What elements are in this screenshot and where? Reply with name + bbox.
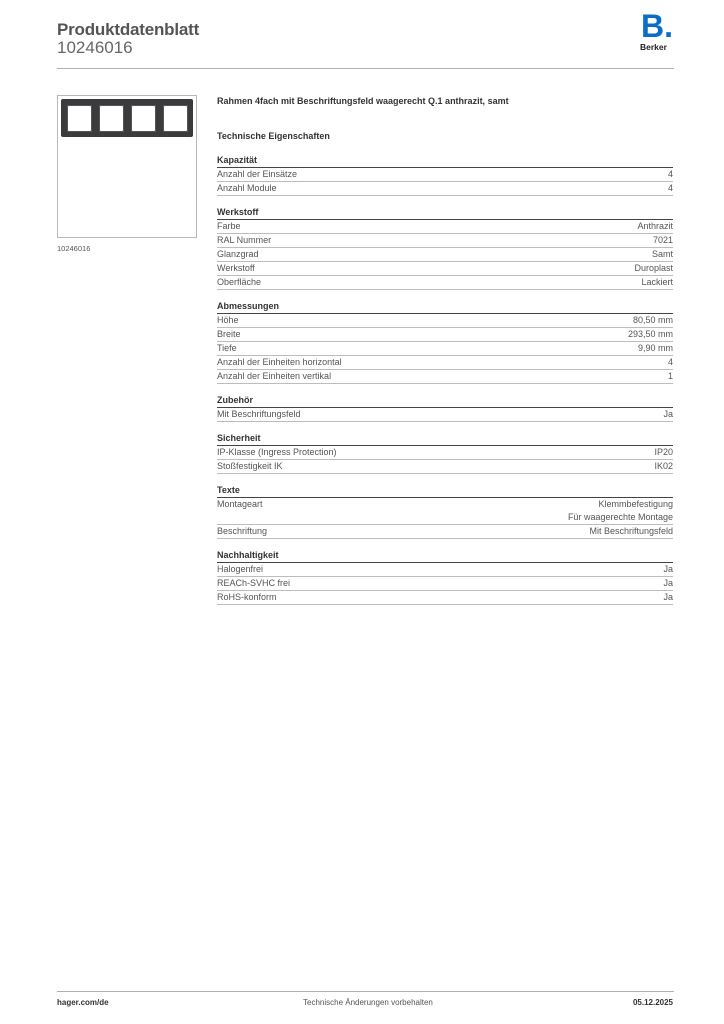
spec-value-line: 4 bbox=[667, 169, 673, 179]
frame-opening bbox=[99, 105, 124, 132]
frame-illustration bbox=[61, 99, 193, 137]
spec-value-line: Mit Beschriftungsfeld bbox=[589, 526, 673, 536]
spec-row bbox=[217, 498, 673, 525]
spec-label: Beschriftung bbox=[217, 526, 268, 536]
spec-row bbox=[217, 220, 673, 234]
spec-groups bbox=[217, 154, 673, 605]
spec-label: IP-Klasse (Ingress Protection) bbox=[217, 447, 337, 457]
spec-label: RoHS-konform bbox=[217, 592, 277, 602]
spec-value bbox=[628, 328, 673, 341]
spec-value-line: Ja bbox=[663, 578, 673, 588]
spec-value bbox=[663, 591, 673, 604]
spec-row bbox=[217, 168, 673, 182]
spec-value bbox=[663, 577, 673, 590]
header-divider bbox=[57, 68, 674, 69]
logo-mark: B. bbox=[641, 8, 673, 44]
spec-label: Oberfläche bbox=[217, 277, 262, 287]
spec-row bbox=[217, 525, 673, 539]
spec-group bbox=[217, 300, 673, 384]
spec-row bbox=[217, 591, 673, 605]
berker-logo bbox=[640, 8, 674, 56]
logo-wordmark: Berker bbox=[640, 42, 667, 52]
spec-value-line: 7021 bbox=[652, 235, 673, 245]
spec-value-line: 1 bbox=[667, 371, 673, 381]
spec-value bbox=[654, 446, 673, 459]
spec-group bbox=[217, 549, 673, 605]
spec-value bbox=[668, 168, 673, 181]
footer-notice: Technische Änderungen vorbehalten bbox=[303, 998, 433, 1007]
frame-opening bbox=[67, 105, 92, 132]
spec-value-line: Ja bbox=[663, 409, 673, 419]
spec-value-line: 4 bbox=[667, 357, 673, 367]
spec-row bbox=[217, 182, 673, 196]
spec-row bbox=[217, 446, 673, 460]
article-number: 10246016 bbox=[57, 38, 133, 57]
spec-value bbox=[668, 356, 673, 369]
spec-label: Anzahl der Einheiten vertikal bbox=[217, 371, 332, 381]
spec-value bbox=[654, 460, 673, 473]
spec-value-line: 9,90 mm bbox=[637, 343, 673, 353]
spec-value-line: 4 bbox=[667, 183, 673, 193]
spec-label: Glanzgrad bbox=[217, 249, 259, 259]
spec-row bbox=[217, 356, 673, 370]
spec-row bbox=[217, 328, 673, 342]
spec-value bbox=[637, 220, 673, 233]
product-image bbox=[57, 95, 197, 238]
spec-label: Halogenfrei bbox=[217, 564, 264, 574]
page-title: Produktdatenblatt bbox=[57, 20, 200, 39]
spec-value-line: 80,50 mm bbox=[632, 315, 673, 325]
spec-row bbox=[217, 234, 673, 248]
spec-value bbox=[633, 314, 673, 327]
spec-value-line: Anthrazit bbox=[637, 221, 673, 231]
spec-value-line: IP20 bbox=[654, 447, 673, 457]
spec-value-line: Für waagerechte Montage bbox=[567, 512, 673, 522]
spec-label: Mit Beschriftungsfeld bbox=[217, 409, 301, 419]
footer-divider bbox=[57, 991, 674, 992]
frame-opening bbox=[163, 105, 188, 132]
spec-group-title: Zubehör bbox=[217, 394, 673, 408]
product-name: Rahmen 4fach mit Beschriftungsfeld waagerecht Q.1 anthrazit, samt bbox=[217, 96, 509, 106]
spec-label: RAL Nummer bbox=[217, 235, 272, 245]
spec-label: Tiefe bbox=[217, 343, 237, 353]
spec-value bbox=[638, 342, 673, 355]
spec-value-line: Samt bbox=[651, 249, 673, 259]
spec-value-line: Ja bbox=[663, 592, 673, 602]
spec-row bbox=[217, 342, 673, 356]
spec-label: Anzahl der Einheiten horizontal bbox=[217, 357, 342, 367]
spec-value-line: IK02 bbox=[654, 461, 673, 471]
spec-group-title: Werkstoff bbox=[217, 206, 673, 220]
spec-row bbox=[217, 577, 673, 591]
spec-value bbox=[663, 563, 673, 576]
spec-row bbox=[217, 276, 673, 290]
spec-value bbox=[653, 234, 673, 247]
spec-group bbox=[217, 206, 673, 290]
spec-row bbox=[217, 563, 673, 577]
image-caption: 10246016 bbox=[57, 244, 91, 253]
spec-value bbox=[668, 182, 673, 195]
spec-group-title: Texte bbox=[217, 484, 673, 498]
spec-row bbox=[217, 408, 673, 422]
spec-label: Farbe bbox=[217, 221, 241, 231]
spec-group bbox=[217, 484, 673, 539]
spec-label: Montageart bbox=[217, 499, 263, 509]
spec-value bbox=[668, 370, 673, 383]
frame-opening bbox=[131, 105, 156, 132]
spec-value-line: Duroplast bbox=[634, 263, 673, 273]
spec-label: Breite bbox=[217, 329, 241, 339]
spec-value bbox=[663, 408, 673, 421]
spec-label: Höhe bbox=[217, 315, 239, 325]
spec-group bbox=[217, 394, 673, 422]
section-heading: Technische Eigenschaften bbox=[217, 131, 330, 141]
spec-row bbox=[217, 460, 673, 474]
spec-label: Werkstoff bbox=[217, 263, 255, 273]
footer-website[interactable]: hager.com/de bbox=[57, 998, 109, 1007]
spec-value-line: Ja bbox=[663, 564, 673, 574]
spec-group-title: Sicherheit bbox=[217, 432, 673, 446]
spec-group-title: Abmessungen bbox=[217, 300, 673, 314]
spec-value-line: Klemmbefestigung bbox=[598, 499, 673, 509]
spec-row bbox=[217, 248, 673, 262]
spec-value bbox=[589, 525, 673, 538]
spec-value bbox=[652, 248, 673, 261]
spec-label: Stoßfestigkeit IK bbox=[217, 461, 283, 471]
spec-label: Anzahl der Einsätze bbox=[217, 169, 298, 179]
spec-value-line: Lackiert bbox=[641, 277, 673, 287]
spec-label: Anzahl Module bbox=[217, 183, 277, 193]
spec-value bbox=[568, 498, 673, 524]
spec-row bbox=[217, 262, 673, 276]
spec-group-title: Nachhaltigkeit bbox=[217, 549, 673, 563]
spec-value-line: 293,50 mm bbox=[627, 329, 673, 339]
spec-group-title: Kapazität bbox=[217, 154, 673, 168]
spec-group bbox=[217, 154, 673, 196]
spec-value bbox=[634, 262, 673, 275]
spec-row bbox=[217, 370, 673, 384]
spec-value bbox=[641, 276, 673, 289]
spec-group bbox=[217, 432, 673, 474]
spec-row bbox=[217, 314, 673, 328]
spec-label: REACh-SVHC frei bbox=[217, 578, 291, 588]
footer-date: 05.12.2025 bbox=[632, 998, 673, 1007]
spec-content bbox=[217, 95, 673, 605]
